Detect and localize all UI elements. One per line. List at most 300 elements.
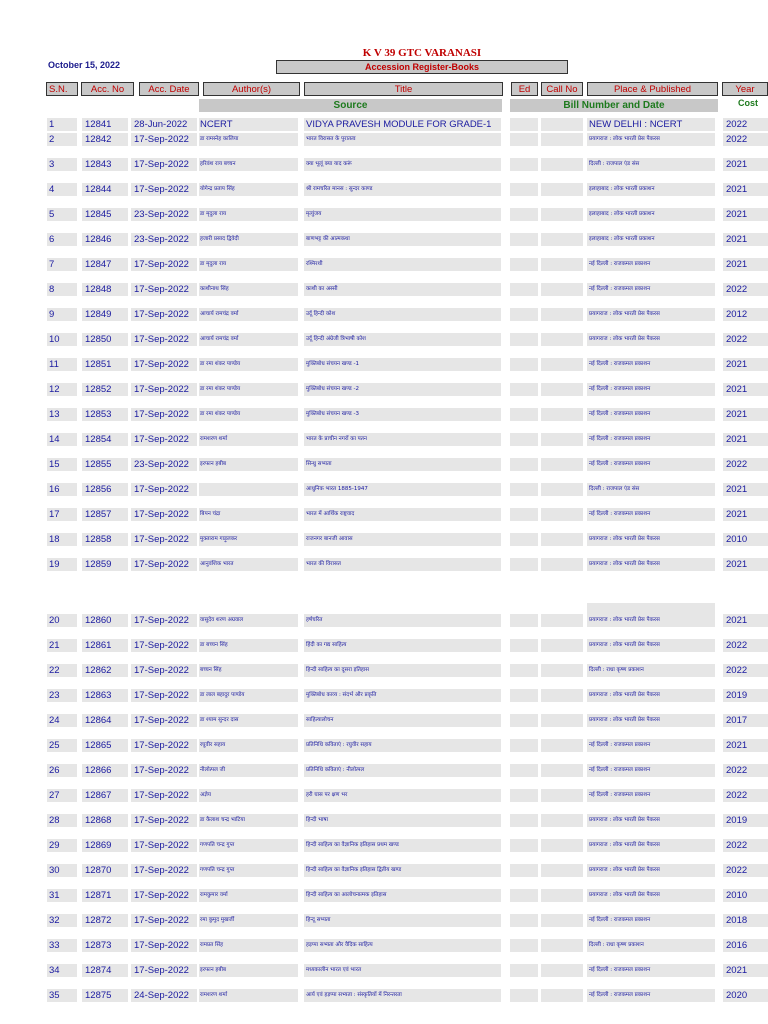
cell-year: 2021	[723, 258, 768, 271]
cell-call-no	[541, 558, 583, 571]
cell-call-no	[541, 533, 583, 546]
cell-year: 2022	[723, 839, 768, 852]
cell-title: मुक्तिबोध काव्य : संदर्भ और प्रकृति	[304, 689, 501, 702]
cell-place: दिल्ली : राधा कृष्ण प्रकाशन	[587, 664, 715, 677]
cell-place: प्रयागराज : लोक भारती प्रेस पैकरस	[587, 639, 715, 652]
cell-acc-date: 17-Sep-2022	[131, 639, 197, 652]
cell-title: हिन्दी साहित्य का वैज्ञानिक इतिहास प्रथम खण्ड	[304, 839, 501, 852]
cell-author: हरिवंश राय बच्चन	[199, 158, 298, 171]
cell-title: उर्दू हिन्दी अंग्रेजी त्रिभाषी कोश	[304, 333, 501, 346]
cell-year: 2021	[723, 433, 768, 446]
cell-sn: 34	[47, 964, 77, 977]
cell-place: प्रयागराज : लोक भारती प्रेस पैकरस	[587, 814, 715, 827]
cell-call-no	[541, 964, 583, 977]
cell-author: आनुवंशिक भारत	[199, 558, 298, 571]
cell-author: योगेन्द्र प्रताप सिंह	[199, 183, 298, 196]
cell-year: 2022	[723, 664, 768, 677]
cell-title: हिन्दी साहित्य का आलोचनात्मक इतिहास	[304, 889, 501, 902]
cell-year: 2020	[723, 989, 768, 1002]
cell-author: बच्चन सिंह	[199, 664, 298, 677]
cell-call-no	[541, 864, 583, 877]
cell-ed	[510, 433, 538, 446]
cell-author: गणपति चन्द्र गुप्त	[199, 839, 298, 852]
cell-year: 2021	[723, 408, 768, 421]
cell-ed	[510, 764, 538, 777]
cell-ed	[510, 639, 538, 652]
cell-title: VIDYA PRAVESH MODULE FOR GRADE-1	[304, 118, 501, 131]
cell-title: क्या भूलूं क्या याद करूं	[304, 158, 501, 171]
cell-call-no	[541, 183, 583, 196]
cell-place: नई दिल्ली : राजकमल प्रकाशन	[587, 508, 715, 521]
cell-year: 2022	[723, 133, 768, 146]
cell-year: 2017	[723, 714, 768, 727]
cell-place: दिल्ली : राजपाल एंड संस	[587, 158, 715, 171]
cell-place: दिल्ली : राधा कृष्ण प्रकाशन	[587, 939, 715, 952]
cell-place: NEW DELHI : NCERT	[587, 118, 715, 131]
cell-year: 2021	[723, 383, 768, 396]
cell-place: इलाहाबाद : लोक भारती प्रकाशन	[587, 183, 715, 196]
cell-acc-date: 23-Sep-2022	[131, 233, 197, 246]
cell-call-no	[541, 408, 583, 421]
col-header-title: Title	[304, 82, 503, 96]
cell-author: रामकुमार वर्मा	[199, 889, 298, 902]
cell-sn: 8	[47, 283, 77, 296]
cell-place: नई दिल्ली : राजकमल प्रकाशन	[587, 408, 715, 421]
cell-sn: 27	[47, 789, 77, 802]
cell-acc-date: 17-Sep-2022	[131, 333, 197, 346]
cell-place: इलाहाबाद : लोक भारती प्रकाशन	[587, 233, 715, 246]
cell-author: बिपन चंद्रा	[199, 508, 298, 521]
cell-title: हिन्दी साहित्य का दूसरा इतिहास	[304, 664, 501, 677]
cell-call-no	[541, 889, 583, 902]
cell-ed	[510, 483, 538, 496]
cell-acc-no: 12862	[82, 664, 128, 677]
cell-call-no	[541, 764, 583, 777]
cell-ed	[510, 408, 538, 421]
cell-ed	[510, 864, 538, 877]
cell-ed	[510, 889, 538, 902]
cell-acc-date: 17-Sep-2022	[131, 433, 197, 446]
cell-place: प्रयागराज : लोक भारती प्रेस पैकरस	[587, 533, 715, 546]
cell-ed	[510, 614, 538, 627]
cell-year: 2010	[723, 533, 768, 546]
cell-place: प्रयागराज : लोक भारती प्रेस पैकरस	[587, 558, 715, 571]
cell-call-no	[541, 308, 583, 321]
cell-author: रामशरण शर्मा	[199, 989, 298, 1002]
cell-acc-date: 17-Sep-2022	[131, 689, 197, 702]
cell-year: 2022	[723, 333, 768, 346]
cell-sn: 10	[47, 333, 77, 346]
cell-place: प्रयागराज : लोक भारती प्रेस पैकरस	[587, 333, 715, 346]
cell-sn: 3	[47, 158, 77, 171]
cell-title: भारत की विरासत	[304, 558, 501, 571]
cell-call-no	[541, 333, 583, 346]
school-title: K V 39 GTC VARANASI	[362, 47, 482, 59]
cell-year: 2021	[723, 964, 768, 977]
cell-author: इरफान हबीब	[199, 458, 298, 471]
cell-ed	[510, 183, 538, 196]
cell-place: प्रयागराज : लोक भारती प्रेस पैकरस	[587, 689, 715, 702]
cell-acc-no: 12853	[82, 408, 128, 421]
cell-acc-date: 17-Sep-2022	[131, 483, 197, 496]
cell-acc-no: 12859	[82, 558, 128, 571]
cell-place: प्रयागराज : लोक भारती प्रेस पैकरस	[587, 614, 715, 627]
cell-author: आचार्य रामचंद्र वर्मा	[199, 333, 298, 346]
cell-sn: 1	[47, 118, 77, 131]
cell-ed	[510, 233, 538, 246]
cell-sn: 17	[47, 508, 77, 521]
cell-year: 2021	[723, 558, 768, 571]
cell-call-no	[541, 283, 583, 296]
cell-author: वासुदेव शरण अग्रवाल	[199, 614, 298, 627]
cell-sn: 28	[47, 814, 77, 827]
cell-title: बाणभट्ट की आत्मकथा	[304, 233, 501, 246]
cell-acc-no: 12856	[82, 483, 128, 496]
cell-acc-no: 12868	[82, 814, 128, 827]
cell-call-no	[541, 689, 583, 702]
cell-acc-date: 17-Sep-2022	[131, 939, 197, 952]
cell-sn: 23	[47, 689, 77, 702]
cell-call-no	[541, 133, 583, 146]
cell-place: इलाहाबाद : लोक भारती प्रकाशन	[587, 208, 715, 221]
cell-place: प्रयागराज : लोक भारती प्रेस पैकरस	[587, 714, 715, 727]
cell-author: डा रमा शंकर पाण्डेय	[199, 383, 298, 396]
cell-acc-no: 12850	[82, 333, 128, 346]
cell-acc-date: 23-Sep-2022	[131, 208, 197, 221]
cell-acc-no: 12867	[82, 789, 128, 802]
cell-acc-date: 17-Sep-2022	[131, 889, 197, 902]
cell-call-no	[541, 614, 583, 627]
cell-author: डा लाल बहादुर पाण्डेय	[199, 689, 298, 702]
cell-acc-no: 12869	[82, 839, 128, 852]
cell-author: डा श्याम सुन्दर दास	[199, 714, 298, 727]
col-header-acc-date: Acc. Date	[139, 82, 199, 96]
cell-call-no	[541, 739, 583, 752]
cell-author: नीलोत्पल जी	[199, 764, 298, 777]
cell-ed	[510, 118, 538, 131]
cell-ed	[510, 208, 538, 221]
col-header-acc-no: Acc. No	[81, 82, 134, 96]
cell-place: नई दिल्ली : राजकमल प्रकाशन	[587, 433, 715, 446]
cell-sn: 5	[47, 208, 77, 221]
cell-sn: 15	[47, 458, 77, 471]
cell-sn: 2	[47, 133, 77, 146]
cell-acc-date: 17-Sep-2022	[131, 158, 197, 171]
cell-sn: 12	[47, 383, 77, 396]
cell-title: हिन्दी साहित्य का वैज्ञानिक इतिहास द्वितीय खण्ड	[304, 864, 501, 877]
cell-ed	[510, 814, 538, 827]
cell-title: हिन्दी भाषा	[304, 814, 501, 827]
cell-acc-date: 17-Sep-2022	[131, 308, 197, 321]
cell-author: गणपति चन्द्र गुप्त	[199, 864, 298, 877]
cell-acc-date: 17-Sep-2022	[131, 408, 197, 421]
cell-author: मुक्ताराम गाड़ुलकर	[199, 533, 298, 546]
cell-acc-no: 12858	[82, 533, 128, 546]
cell-title: काशी का अस्सी	[304, 283, 501, 296]
cell-place: नई दिल्ली : राजकमल प्रकाशन	[587, 383, 715, 396]
cell-sn: 31	[47, 889, 77, 902]
cell-year: 2010	[723, 889, 768, 902]
cell-call-no	[541, 914, 583, 927]
cell-place: नई दिल्ली : राजकमल प्रकाशन	[587, 764, 715, 777]
cell-sn: 22	[47, 664, 77, 677]
cell-acc-no: 12872	[82, 914, 128, 927]
cell-ed	[510, 308, 538, 321]
cell-acc-no: 12864	[82, 714, 128, 727]
cell-author: रमा कुमुद मुखर्जी	[199, 914, 298, 927]
cell-place: नई दिल्ली : राजकमल प्रकाशन	[587, 964, 715, 977]
cell-year: 2016	[723, 939, 768, 952]
cell-year: 2022	[723, 789, 768, 802]
cell-title: हर्षचरित	[304, 614, 501, 627]
cell-author: रामप्रत सिंह	[199, 939, 298, 952]
cell-acc-date: 17-Sep-2022	[131, 614, 197, 627]
cell-call-no	[541, 839, 583, 852]
cell-acc-date: 17-Sep-2022	[131, 739, 197, 752]
cell-year: 2021	[723, 483, 768, 496]
cell-sn: 20	[47, 614, 77, 627]
cell-acc-no: 12875	[82, 989, 128, 1002]
cell-year: 2021	[723, 508, 768, 521]
col-header-year: Year	[722, 82, 768, 96]
cell-ed	[510, 689, 538, 702]
col-header-ed: Ed	[511, 82, 538, 96]
cell-sn: 4	[47, 183, 77, 196]
cell-title: भारत में आर्थिक राष्ट्रवाद	[304, 508, 501, 521]
report-date: October 15, 2022	[48, 60, 121, 70]
cell-acc-date: 17-Sep-2022	[131, 714, 197, 727]
cell-year: 2021	[723, 233, 768, 246]
cell-place: नई दिल्ली : राजकमल प्रकाशन	[587, 358, 715, 371]
cell-title: श्री रामचरित मानस : सुन्दर काण्ड	[304, 183, 501, 196]
cell-title: प्रतिनिधि कविताएं : रघुवीर सहाय	[304, 739, 501, 752]
cell-title: उर्दू हिन्दी कोश	[304, 308, 501, 321]
cell-acc-no: 12857	[82, 508, 128, 521]
cell-sn: 29	[47, 839, 77, 852]
cell-place: नई दिल्ली : राजकमल प्रकाशन	[587, 258, 715, 271]
cell-sn: 11	[47, 358, 77, 371]
cell-sn: 18	[47, 533, 77, 546]
cell-acc-date: 17-Sep-2022	[131, 533, 197, 546]
cell-ed	[510, 839, 538, 852]
cell-title: हिंदी का गद्य साहित्य	[304, 639, 501, 652]
cell-title: हिन्दू सभ्यता	[304, 914, 501, 927]
cell-acc-no: 12844	[82, 183, 128, 196]
cell-acc-date: 17-Sep-2022	[131, 914, 197, 927]
cell-year: 2019	[723, 689, 768, 702]
cell-title: मृत्युंजय	[304, 208, 501, 221]
cell-place: प्रयागराज : लोक भारती प्रेस पैकरस	[587, 308, 715, 321]
cell-call-no	[541, 664, 583, 677]
cell-title: आधुनिक भारत 1885-1947	[304, 483, 501, 496]
cell-acc-date: 17-Sep-2022	[131, 864, 197, 877]
cell-ed	[510, 333, 538, 346]
cell-acc-date: 17-Sep-2022	[131, 839, 197, 852]
cell-year: 2022	[723, 458, 768, 471]
cell-ed	[510, 158, 538, 171]
cell-acc-date: 17-Sep-2022	[131, 183, 197, 196]
cell-ed	[510, 258, 538, 271]
cell-ed	[510, 939, 538, 952]
cell-title: भारत के प्राचीन नगरों का पतन	[304, 433, 501, 446]
cell-year: 2022	[723, 283, 768, 296]
cell-place: प्रयागराज : लोक भारती प्रेस पैकरस	[587, 839, 715, 852]
cell-acc-no: 12841	[82, 118, 128, 131]
cell-author: डा रामस्नेह कालिया	[199, 133, 298, 146]
cell-author: डा रमा शंकर पाण्डेय	[199, 358, 298, 371]
cell-acc-no: 12849	[82, 308, 128, 321]
cell-year: 2021	[723, 183, 768, 196]
cell-place: दिल्ली : राजपाल एंड संस	[587, 483, 715, 496]
cell-acc-no: 12845	[82, 208, 128, 221]
cell-acc-no: 12870	[82, 864, 128, 877]
cell-ed	[510, 358, 538, 371]
cell-sn: 19	[47, 558, 77, 571]
cell-year: 2021	[723, 739, 768, 752]
cell-place: नई दिल्ली : राजकमल प्रकाशन	[587, 739, 715, 752]
cell-call-no	[541, 714, 583, 727]
cell-acc-no: 12873	[82, 939, 128, 952]
cell-acc-no: 12860	[82, 614, 128, 627]
cell-place: प्रयागराज : लोक भारती प्रेस पैकरस	[587, 133, 715, 146]
cell-year: 2021	[723, 358, 768, 371]
cell-place: नई दिल्ली : राजकमल प्रकाशन	[587, 914, 715, 927]
cell-ed	[510, 558, 538, 571]
cell-year: 2012	[723, 308, 768, 321]
cell-acc-no: 12848	[82, 283, 128, 296]
cell-sn: 6	[47, 233, 77, 246]
cell-acc-date: 17-Sep-2022	[131, 133, 197, 146]
cell-title: प्रतिनिधि कविताएं : नीलोत्पल	[304, 764, 501, 777]
col-header-authors: Author(s)	[203, 82, 300, 96]
cell-place: नई दिल्ली : राजकमल प्रकाशन	[587, 283, 715, 296]
cell-place: प्रयागराज : लोक भारती प्रेस पैकरस	[587, 864, 715, 877]
cell-sn: 30	[47, 864, 77, 877]
cell-acc-no: 12871	[82, 889, 128, 902]
cell-title: राजनगर बानजी आवास	[304, 533, 501, 546]
cell-acc-date: 17-Sep-2022	[131, 358, 197, 371]
cell-sn: 33	[47, 939, 77, 952]
col-header-call-no: Call No	[541, 82, 583, 96]
cell-author: इरफान हबीब	[199, 964, 298, 977]
cell-sn: 7	[47, 258, 77, 271]
cell-sn: 9	[47, 308, 77, 321]
cell-author: हजारी प्रसाद द्विवेदी	[199, 233, 298, 246]
cell-year: 2022	[723, 764, 768, 777]
cell-call-no	[541, 789, 583, 802]
cell-acc-no: 12861	[82, 639, 128, 652]
cell-acc-no: 12846	[82, 233, 128, 246]
cell-call-no	[541, 358, 583, 371]
cell-ed	[510, 664, 538, 677]
cell-acc-no: 12851	[82, 358, 128, 371]
cell-acc-no: 12866	[82, 764, 128, 777]
cell-sn: 24	[47, 714, 77, 727]
cell-ed	[510, 508, 538, 521]
cell-sn: 35	[47, 989, 77, 1002]
col-header-place: Place & Published	[587, 82, 718, 96]
cell-sn: 16	[47, 483, 77, 496]
cell-year: 2021	[723, 614, 768, 627]
cell-author: रामशरण शर्मा	[199, 433, 298, 446]
cell-acc-no: 12874	[82, 964, 128, 977]
cell-acc-date: 24-Sep-2022	[131, 989, 197, 1002]
cell-title: सिन्धु सभ्यता	[304, 458, 501, 471]
blank-spacer	[587, 603, 715, 614]
cell-sn: 25	[47, 739, 77, 752]
cell-acc-date: 17-Sep-2022	[131, 558, 197, 571]
cell-acc-no: 12842	[82, 133, 128, 146]
cell-ed	[510, 283, 538, 296]
cell-author: NCERT	[199, 118, 298, 131]
source-band: Source	[199, 99, 502, 112]
cell-acc-date: 17-Sep-2022	[131, 964, 197, 977]
cell-call-no	[541, 158, 583, 171]
cell-author: डा रमा शंकर पाण्डेय	[199, 408, 298, 421]
cell-acc-date: 23-Sep-2022	[131, 458, 197, 471]
cell-author: डा कैलाश चन्द्र भाटिया	[199, 814, 298, 827]
cell-call-no	[541, 989, 583, 1002]
col-header-sn: S.N.	[46, 82, 78, 96]
cell-sn: 14	[47, 433, 77, 446]
cell-title: हरी घास पर क्षण भर	[304, 789, 501, 802]
cell-ed	[510, 714, 538, 727]
cell-year: 2019	[723, 814, 768, 827]
cell-ed	[510, 133, 538, 146]
cell-call-no	[541, 118, 583, 131]
cell-title: हड़प्पा सभ्यता और वैदिक साहित्य	[304, 939, 501, 952]
cell-sn: 13	[47, 408, 77, 421]
cell-call-no	[541, 433, 583, 446]
cell-call-no	[541, 233, 583, 246]
cell-call-no	[541, 208, 583, 221]
cell-sn: 26	[47, 764, 77, 777]
cost-label: Cost	[738, 98, 758, 108]
cell-author: डा मृदुला राय	[199, 208, 298, 221]
cell-title: मुक्तिबोध संचयन खण्ड -3	[304, 408, 501, 421]
cell-title: मुक्तिबोध संचयन खण्ड -1	[304, 358, 501, 371]
cell-author: डा बच्चन सिंह	[199, 639, 298, 652]
cell-title: साहित्यालोचन	[304, 714, 501, 727]
cell-ed	[510, 789, 538, 802]
cell-acc-no: 12855	[82, 458, 128, 471]
cell-ed	[510, 383, 538, 396]
cell-ed	[510, 989, 538, 1002]
cell-acc-no: 12843	[82, 158, 128, 171]
cell-call-no	[541, 383, 583, 396]
cell-acc-date: 17-Sep-2022	[131, 383, 197, 396]
cell-year: 2021	[723, 208, 768, 221]
cell-author: डा मृदुला राय	[199, 258, 298, 271]
cell-call-no	[541, 258, 583, 271]
cell-author: आचार्य रामचंद्र वर्मा	[199, 308, 298, 321]
bill-band: Bill Number and Date	[510, 99, 718, 112]
cell-acc-date: 17-Sep-2022	[131, 258, 197, 271]
cell-year: 2022	[723, 639, 768, 652]
cell-place: नई दिल्ली : राजकमल प्रकाशन	[587, 789, 715, 802]
cell-sn: 21	[47, 639, 77, 652]
cell-year: 2022	[723, 118, 768, 131]
cell-acc-date: 17-Sep-2022	[131, 283, 197, 296]
cell-call-no	[541, 508, 583, 521]
cell-title: मुक्तिबोध संचयन खण्ड -2	[304, 383, 501, 396]
cell-author: अज्ञेय	[199, 789, 298, 802]
cell-author: रघुवीर सहाय	[199, 739, 298, 752]
cell-place: प्रयागराज : लोक भारती प्रेस पैकरस	[587, 889, 715, 902]
cell-ed	[510, 964, 538, 977]
cell-ed	[510, 739, 538, 752]
cell-title: मध्यकालीन भारत एवं भारत	[304, 964, 501, 977]
